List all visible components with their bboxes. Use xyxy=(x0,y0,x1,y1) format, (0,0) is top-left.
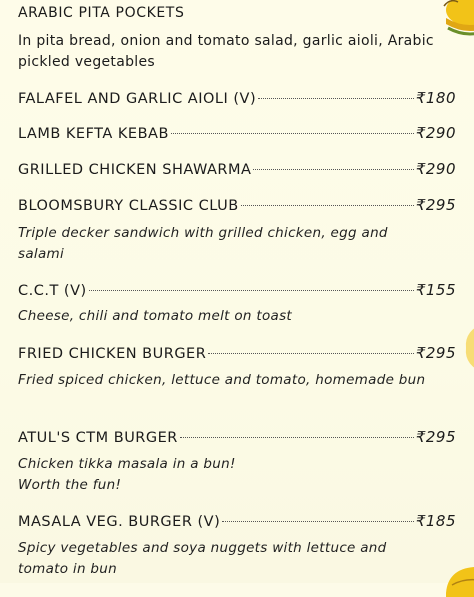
item-name: FRIED CHICKEN BURGER xyxy=(18,346,207,362)
food-illustration-icon xyxy=(456,318,474,378)
item-description: Chicken tikka masala in a bun! Worth the fun! xyxy=(18,456,236,493)
menu-item-chicken-shawarma xyxy=(18,160,456,182)
menu-item-bloomsbury-club xyxy=(18,196,456,218)
item-name: C.C.T (V) xyxy=(18,283,87,299)
item-price: ₹295 xyxy=(415,344,456,362)
dot-leader xyxy=(89,290,414,291)
item-price: ₹290 xyxy=(415,160,456,178)
item-name: LAMB KEFTA KEBAB xyxy=(18,126,169,142)
dot-leader xyxy=(180,437,414,438)
menu-item-falafel xyxy=(18,89,456,111)
item-description: Spicy vegetables and soya nuggets with lettuce and tomato in bun xyxy=(18,540,387,577)
item-price: ₹185 xyxy=(415,512,456,530)
dot-leader xyxy=(222,521,414,522)
dot-leader xyxy=(208,353,414,354)
burger-illustration-icon xyxy=(440,0,474,46)
item-name: FALAFEL AND GARLIC AIOLI (V) xyxy=(18,91,257,107)
menu-item-fried-chicken-burger xyxy=(18,344,456,366)
item-price: ₹295 xyxy=(415,196,456,214)
item-name: BLOOMSBURY CLASSIC CLUB xyxy=(18,198,239,214)
dot-leader xyxy=(171,133,414,134)
item-description: Triple decker sandwich with grilled chicken, egg and salami xyxy=(18,225,388,262)
item-description: Fried spiced chicken, lettuce and tomato, homemade bun xyxy=(18,372,426,388)
menu-item-cct xyxy=(18,281,456,303)
dot-leader xyxy=(241,205,414,206)
dot-leader xyxy=(253,169,413,170)
item-name: GRILLED CHICKEN SHAWARMA xyxy=(18,162,252,178)
menu-item-ctm-burger xyxy=(18,428,456,450)
section-description: In pita bread, onion and tomato salad, garlic aioli, Arabic pickled vegetables xyxy=(18,33,434,70)
dot-leader xyxy=(258,98,414,99)
item-name: ATUL'S CTM BURGER xyxy=(18,430,178,446)
item-price: ₹290 xyxy=(415,124,456,142)
item-price: ₹295 xyxy=(415,428,456,446)
burger-illustration-icon xyxy=(444,563,474,597)
item-price: ₹155 xyxy=(415,281,456,299)
menu-item-masala-veg-burger xyxy=(18,512,456,534)
item-price: ₹180 xyxy=(415,89,456,107)
section-title: ARABIC PITA POCKETS xyxy=(18,5,185,21)
menu-item-lamb-kefta xyxy=(18,124,456,146)
item-name: MASALA VEG. BURGER (V) xyxy=(18,514,221,530)
item-description: Cheese, chili and tomato melt on toast xyxy=(18,308,292,324)
